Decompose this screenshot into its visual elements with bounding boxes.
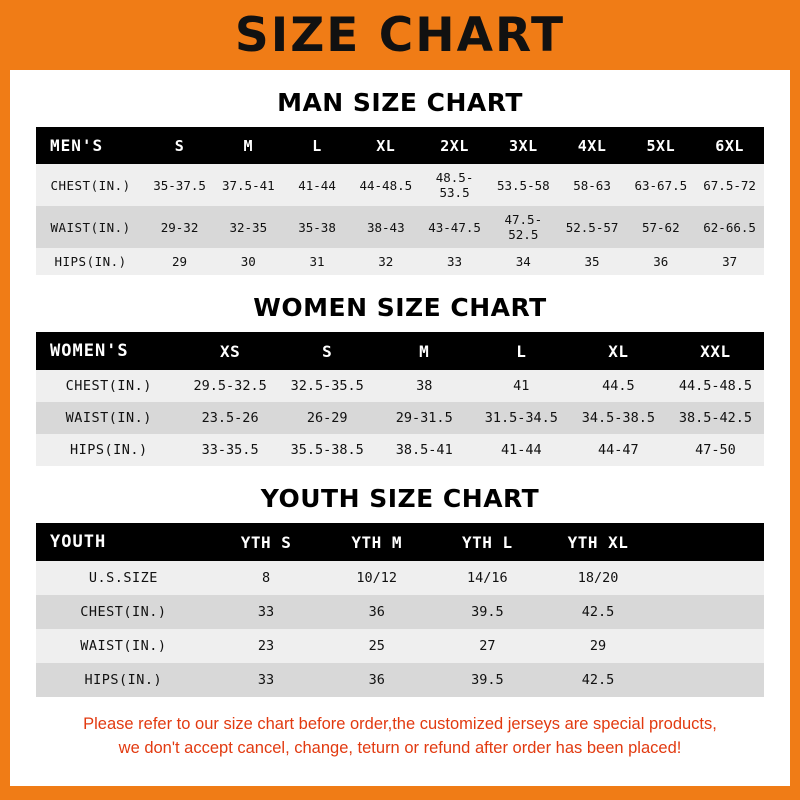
- youth-table-header: [36, 523, 764, 561]
- men-r0-c2: 37.5-41: [221, 177, 275, 193]
- men-r2-c1: 29: [172, 254, 188, 269]
- women-size-table: [36, 332, 764, 466]
- youth-r0-c3: 14/16: [467, 570, 508, 586]
- youth-header-cell-2: YTH M: [351, 532, 403, 552]
- women-r2-c4: 41-44: [500, 442, 542, 458]
- section-title-women: WOMEN SIZE CHART: [253, 293, 547, 322]
- page-title: SIZE CHART: [234, 7, 566, 63]
- women-r0-c6: 44.5-48.5: [678, 378, 753, 394]
- women-r2-c0: HIPS(IN.): [69, 442, 148, 458]
- youth-r3-c0: HIPS(IN.): [84, 672, 163, 688]
- table-row: [36, 370, 764, 402]
- table-row: [36, 595, 764, 629]
- youth-r2-c1: 23: [257, 638, 275, 654]
- women-r0-c4: 41: [513, 378, 530, 394]
- youth-r1-c1: 33: [257, 604, 275, 620]
- youth-r3-c3: 39.5: [471, 672, 504, 688]
- youth-r0-c2: 10/12: [356, 570, 398, 586]
- men-header-cell-5: 2XL: [440, 136, 469, 155]
- men-r0-c8: 63-67.5: [634, 177, 688, 193]
- men-r1-c2: 32-35: [229, 219, 268, 235]
- women-header-cell-2: S: [322, 341, 333, 361]
- women-r0-c1: 29.5-32.5: [193, 378, 267, 394]
- men-r1-c1: 29-32: [160, 219, 199, 235]
- banner: [10, 0, 790, 70]
- women-r1-c4: 31.5-34.5: [484, 410, 558, 426]
- men-r2-c9: 37: [722, 254, 738, 269]
- men-r1-c0: WAIST(IN.): [50, 219, 131, 235]
- men-r2-c2: 30: [240, 254, 256, 269]
- men-r0-c7: 58-63: [573, 177, 611, 193]
- footer-note: [44, 713, 756, 761]
- women-r1-c6: 38.5-42.5: [678, 410, 753, 426]
- youth-r2-c0: WAIST(IN.): [80, 638, 167, 654]
- men-r1-c5: 43-47.5: [428, 219, 481, 235]
- bottom-accent-bar: [0, 786, 800, 800]
- footer-note-line-2: we don't accept cancel, change, teturn or refund after order has been placed!: [118, 738, 682, 757]
- women-table-body: [36, 370, 764, 466]
- youth-header-cell-3: YTH L: [462, 532, 513, 552]
- women-r2-c2: 35.5-38.5: [290, 442, 364, 458]
- men-r0-c1: 35-37.5: [153, 177, 206, 193]
- women-r2-c5: 44-47: [598, 442, 639, 458]
- men-r2-c8: 36: [653, 254, 669, 269]
- table-header-row: [36, 523, 764, 561]
- youth-r0-c5: [653, 561, 764, 595]
- youth-r3-c2: 36: [368, 672, 385, 688]
- section-men: [36, 88, 764, 275]
- men-header-cell-8: 5XL: [646, 136, 676, 155]
- men-r2-c6: 34: [515, 254, 531, 269]
- men-size-table: [36, 127, 764, 275]
- women-r2-c1: 33-35.5: [201, 442, 259, 458]
- women-r1-c3: 29-31.5: [395, 410, 453, 426]
- men-header-cell-6: 3XL: [509, 136, 538, 155]
- women-r1-c2: 26-29: [306, 410, 348, 426]
- youth-table-body: [36, 561, 764, 697]
- table-row: [36, 663, 764, 697]
- men-header-cell-4: XL: [376, 136, 396, 155]
- women-header-cell-5: XL: [608, 341, 629, 361]
- table-header-row: [36, 127, 764, 164]
- table-row: [36, 561, 764, 595]
- youth-r2-c3: 27: [479, 638, 496, 654]
- section-youth: [36, 484, 764, 697]
- content: [10, 88, 790, 761]
- youth-r1-c3: 39.5: [471, 604, 504, 620]
- section-women: [36, 293, 764, 466]
- youth-r0-c0: U.S.SIZE: [88, 570, 158, 586]
- youth-r1-c5: [653, 595, 764, 629]
- youth-r2-c5: [653, 629, 764, 663]
- men-r0-c3: 41-44: [298, 177, 336, 193]
- table-row: [36, 164, 764, 206]
- women-r0-c2: 32.5-35.5: [290, 378, 364, 394]
- women-r0-c5: 44.5: [602, 378, 635, 394]
- men-r2-c3: 31: [309, 254, 325, 269]
- women-r0-c0: CHEST(IN.): [65, 378, 152, 394]
- men-r1-c9: 62-66.5: [703, 219, 756, 235]
- youth-r3-c5: [653, 663, 764, 697]
- women-header-cell-3: M: [419, 341, 430, 361]
- men-r1-c4: 38-43: [366, 219, 405, 235]
- men-header-cell-9: 6XL: [715, 136, 744, 155]
- women-header-cell-4: L: [516, 341, 527, 361]
- youth-r0-c1: 8: [261, 570, 271, 586]
- youth-r1-c2: 36: [368, 604, 385, 620]
- women-r2-c3: 38.5-41: [395, 442, 453, 458]
- youth-r1-c0: CHEST(IN.): [80, 604, 167, 620]
- youth-r0-c4: 18/20: [577, 570, 619, 586]
- men-r1-c3: 35-38: [298, 219, 336, 235]
- women-header-cell-6: XXL: [700, 341, 731, 361]
- section-title-men: MAN SIZE CHART: [277, 88, 523, 117]
- table-row: [36, 629, 764, 663]
- men-table-body: [36, 164, 764, 275]
- table-row: [36, 248, 764, 275]
- men-table-header: [36, 127, 764, 164]
- men-r0-c9: 67.5-72: [703, 177, 756, 193]
- youth-r1-c4: 42.5: [581, 604, 615, 620]
- youth-r2-c2: 25: [368, 638, 385, 654]
- table-row: [36, 206, 764, 248]
- youth-size-table: [36, 523, 764, 697]
- women-r1-c1: 23.5-26: [201, 410, 259, 426]
- men-r0-c6: 53.5-58: [496, 177, 550, 193]
- youth-header-cell-5: [653, 523, 764, 561]
- women-table-header: [36, 332, 764, 370]
- youth-header-cell-0: YOUTH: [50, 532, 107, 552]
- footer-note-line-1: Please refer to our size chart before order,the customized jerseys are special products,: [83, 715, 717, 733]
- women-r0-c3: 38: [416, 378, 433, 394]
- youth-r3-c4: 42.5: [581, 672, 615, 688]
- men-r2-c7: 35: [584, 254, 600, 269]
- men-header-cell-1: S: [174, 136, 185, 155]
- women-r1-c0: WAIST(IN.): [65, 410, 152, 426]
- men-r1-c8: 57-62: [641, 219, 680, 235]
- women-r1-c5: 34.5-38.5: [581, 410, 655, 426]
- men-r2-c0: HIPS(IN.): [54, 254, 127, 269]
- table-header-row: [36, 332, 764, 370]
- table-row: [36, 402, 764, 434]
- youth-r3-c1: 33: [257, 672, 275, 688]
- men-r1-c6: 47.5-52.5: [504, 212, 543, 242]
- youth-header-cell-1: YTH S: [240, 532, 292, 552]
- men-r0-c0: CHEST(IN.): [50, 177, 131, 193]
- men-header-cell-0: MEN'S: [50, 136, 104, 155]
- men-r2-c5: 33: [447, 254, 463, 269]
- women-header-cell-1: XS: [219, 341, 241, 361]
- section-title-youth: YOUTH SIZE CHART: [260, 484, 540, 513]
- men-header-cell-7: 4XL: [577, 136, 607, 155]
- youth-header-cell-4: YTH XL: [567, 532, 629, 552]
- youth-r2-c4: 29: [589, 638, 607, 654]
- men-r1-c7: 52.5-57: [565, 219, 619, 235]
- men-header-cell-3: L: [312, 136, 322, 155]
- table-row: [36, 434, 764, 466]
- men-r2-c4: 32: [378, 254, 394, 269]
- men-r0-c5: 48.5-53.5: [435, 170, 474, 200]
- men-header-cell-2: M: [243, 136, 254, 155]
- women-header-cell-0: WOMEN'S: [50, 341, 129, 361]
- women-r2-c6: 47-50: [695, 442, 736, 458]
- men-r0-c4: 44-48.5: [359, 177, 413, 193]
